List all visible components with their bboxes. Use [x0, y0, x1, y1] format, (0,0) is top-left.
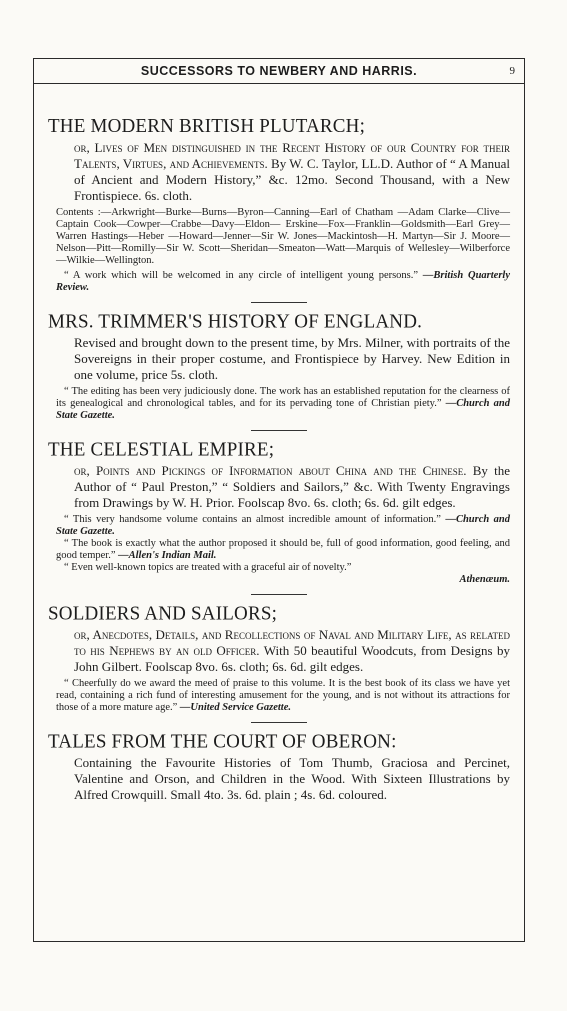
quote-text: “ A work which will be welcomed in any circle of intelligent young persons.”: [64, 270, 419, 281]
entry-details: By W. C. Taylor, LL.D. Author of “ A Manual of Ancient and Modern History,” &c. 12mo. Second Thousand, with a New Frontispiece. 6s. cloth.: [74, 156, 510, 203]
entry-celestial-empire: [48, 439, 510, 586]
entry-contents: Contents :—Arkwright—Burke—Burns—Byron—Canning—Earl of Chatham —Adam Clarke—Clive—Captain Cook—Cowper—Crabbe—Davy—Eldon— Erskine—Fox—Franklin—Goldsmith—Earl Grey—Warren Hastings—Heber —Howard—Jenner—Sir W. Jones—Mackintosh—H. Martyn—Sir J. Moore— Nelson—Pitt—Romilly—Sir W. Scott—Sheridan—Smeaton—Watt—Marquis of Wellesley—Wilberforce—Wilkie—Wellington.: [56, 207, 510, 266]
page-number: 9: [509, 65, 515, 77]
entry-title: THE CELESTIAL EMPIRE;: [48, 438, 275, 461]
section-divider: [251, 430, 307, 431]
quote-source: —United Service Gazette.: [179, 702, 292, 713]
entry-description: [74, 140, 510, 204]
quote-text: “ Cheerfully do we award the meed of praise to this volume. It is the best book of its class we have yet read, containing a rich fund of interesting amusement for the young, and is not without its attractions for those of a more mature age.”: [56, 678, 510, 713]
page-header: [33, 58, 525, 84]
quote-text: “ The book is exactly what the author proposed it should be, full of good information, good feeling, and good temper.”: [56, 538, 510, 561]
catalogue-content: [48, 116, 510, 803]
review-quote: [56, 538, 510, 562]
entry-title: SOLDIERS AND SAILORS;: [48, 602, 278, 625]
section-divider: [251, 722, 307, 723]
entry-soldiers-and-sailors: [48, 603, 510, 714]
section-divider: [251, 302, 307, 303]
entry-title: TALES FROM THE COURT OF OBERON:: [48, 730, 397, 753]
entry-subtitle: or, Anecdotes, Details, and Recollections of Naval and Military Life, as related to his Nephews by an old Officer.: [74, 627, 510, 658]
review-quote: “ Even well-known topics are treated with a graceful air of novelty.”: [64, 562, 352, 573]
quote-source: —British Quarterly Review.: [56, 270, 510, 293]
entry-details: By the Author of “ Paul Preston,” “ Soldiers and Sailors,” &c. With Twenty Engravings from Drawings by W. H. Prior. Foolscap 8vo. 6s. cloth; 6s. 6d. gilt edges.: [74, 463, 510, 510]
quote-source: Athenæum.: [459, 574, 510, 585]
entry-title: MRS. TRIMMER'S HISTORY OF ENGLAND.: [48, 310, 423, 333]
entry-description: Containing the Favourite Histories of Tom Thumb, Graciosa and Percinet, Valentine and Orson, and Children in the Wood. With Sixteen Illustrations by Alfred Crowquill. Small 4to. 3s. 6d. plain ; 4s. 6d. coloured.: [74, 755, 510, 802]
section-divider: [251, 594, 307, 595]
quote-text: “ The editing has been very judiciously done. The work has an established reputation for the clearness of its genealogical and chronological tables, and for its pervading tone of Christian piety.”: [56, 386, 510, 409]
review-quote: [56, 678, 510, 714]
entry-subtitle: or, Lives of Men distinguished in the Recent History of our Country for their Talents, Virtues, and Achievements.: [74, 140, 510, 171]
quote-source: —Allen's Indian Mail.: [118, 550, 217, 561]
entry-title: THE MODERN BRITISH PLUTARCH;: [48, 115, 366, 138]
entry-description: Revised and brought down to the present time, by Mrs. Milner, with portraits of the Sovereigns in their proper costume, and Frontispiece by Harvey. New Edition in one volume, price 5s. cloth.: [74, 335, 510, 382]
header-title: SUCCESSORS TO NEWBERY AND HARRIS.: [140, 64, 418, 78]
quote-text: “ This very handsome volume contains an almost incredible amount of information.”: [64, 514, 441, 525]
review-quote: [56, 514, 510, 538]
entry-trimmer-history: [48, 311, 510, 422]
review-quote: [56, 386, 510, 422]
entry-modern-british-plutarch: [48, 116, 510, 294]
entry-court-of-oberon: [48, 731, 510, 803]
quote-source: —Church and State Gazette.: [56, 398, 511, 421]
entry-description: [74, 627, 510, 675]
entry-description: [74, 463, 510, 511]
quote-source: —Church and State Gazette.: [56, 514, 511, 537]
review-quote: [56, 270, 510, 294]
entry-details: With 50 beautiful Woodcuts, from Designs by John Gilbert. Foolscap 8vo. 6s. cloth; 6s. 6d. gilt edges.: [74, 643, 510, 674]
entry-subtitle: or, Points and Pickings of Information about China and the Chinese.: [74, 463, 467, 478]
